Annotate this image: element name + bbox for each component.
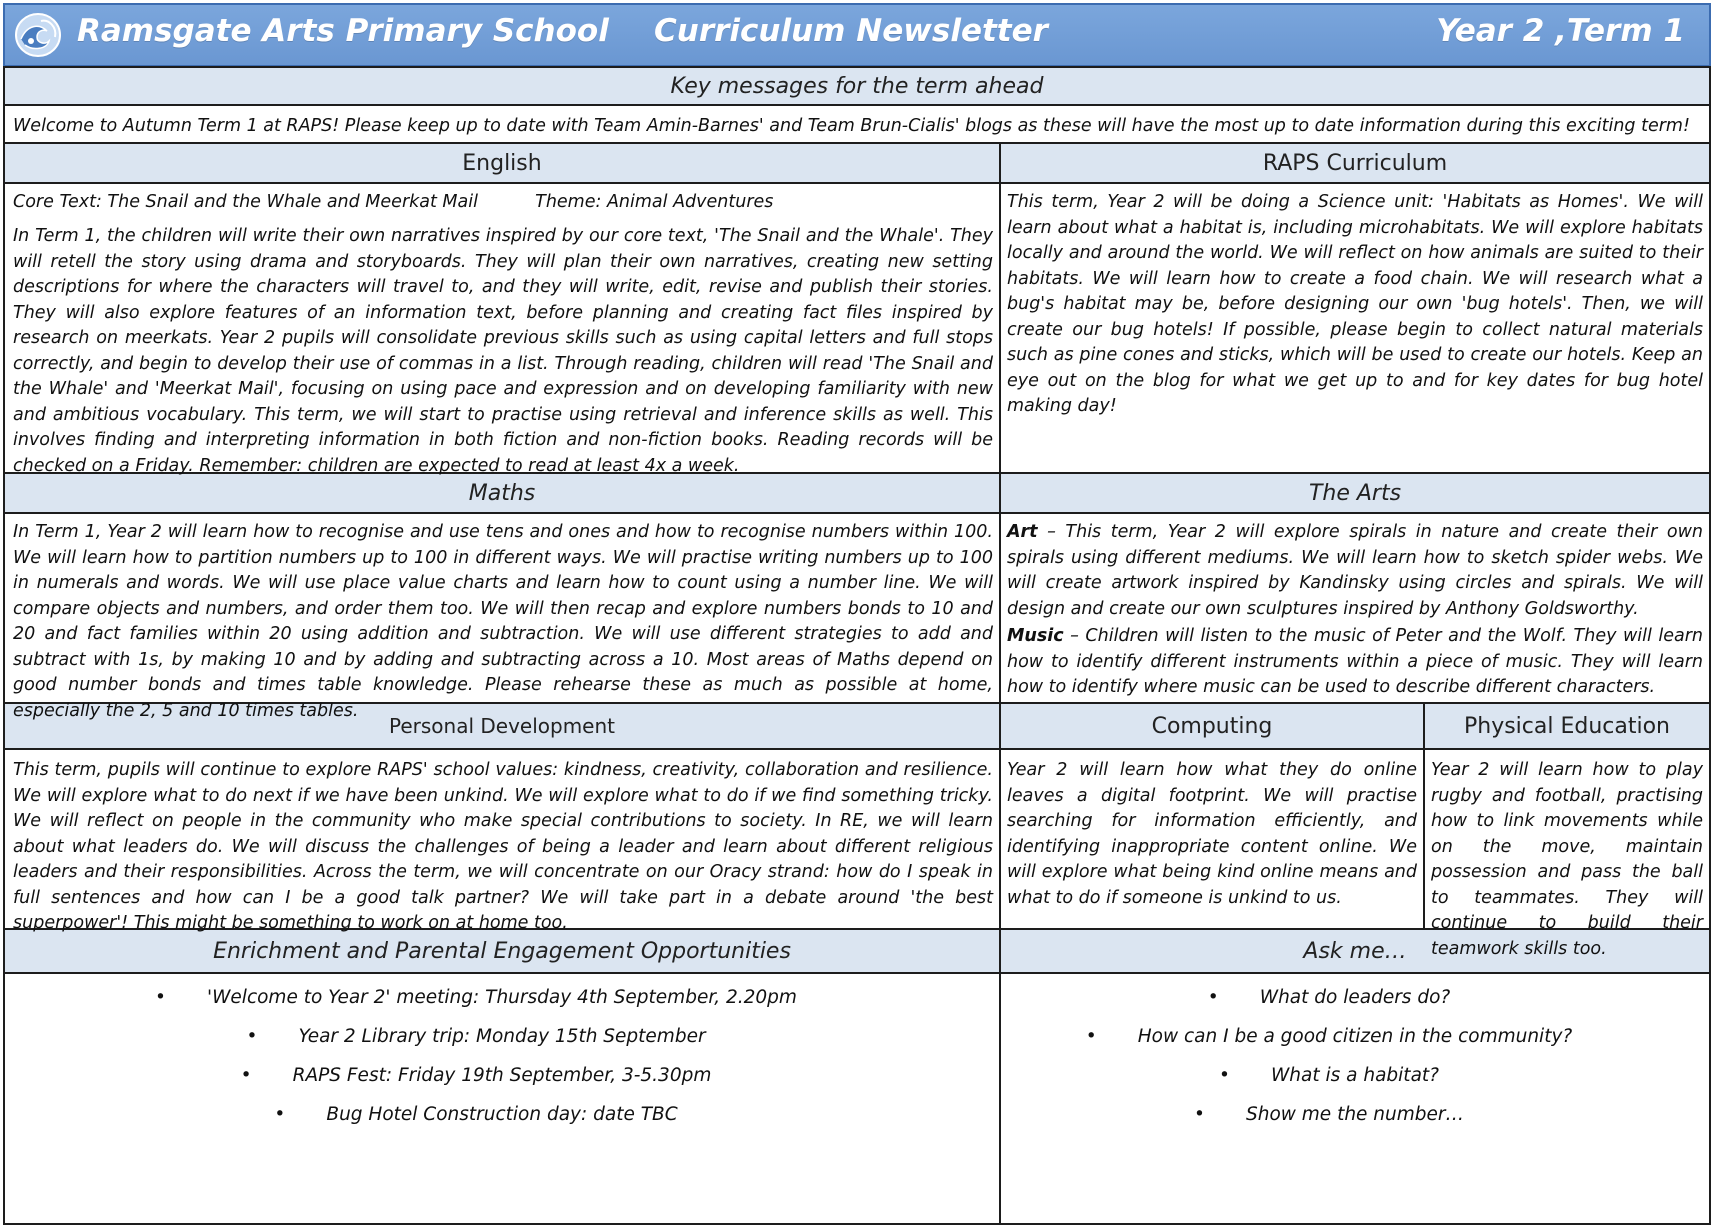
ask-me-heading: Ask me… [1001,930,1709,972]
art-body: – This term, Year 2 will explore spirals in nature and create their own spirals using different mediums. We will learn how to sketch spider webs. We will create artwork inspired by Kandinsky using circles and spirals. We will design and create our own sculptures inspired by Anthony Goldsworthy. [1007,522,1703,619]
english-heading: English [5,144,999,182]
music-paragraph [1007,624,1703,701]
term-label: Year 2 ,Term 1 [1436,13,1685,49]
list-item: • Year 2 Library trip: Monday 15th September [5,1017,999,1056]
personal-development-heading: Personal Development [5,704,999,748]
music-label: Music [1007,626,1064,646]
pe-heading: Physical Education [1425,704,1709,748]
maths-heading: Maths [5,474,999,512]
music-body: – Children will listen to the music of Peter and the Wolf. They will learn how to identify different instruments within a piece of music. They will learn how to identify where music can be used to describe different characters. [1007,626,1703,697]
column-divider [1423,702,1425,928]
rule [5,512,1709,514]
personal-development-body: This term, pupils will continue to explore RAPS' school values: kindness, creativity, collaboration and resilience. We will explore what to do next if we have been unkind. We will explore what to do if we find something tricky. We will reflect on people in the community who make special contributions to society. In RE, we will learn about what leaders do. We will discuss the challenges of being a leader and learn about different religious leaders and their responsibilities. Across the term, we will concentrate on our Oracy strand: how do I speak in full sentences and how can I be a good talk partner? We will take part in a debate around 'the best superpower'! This might be something to work on at home too. [13,760,993,933]
rule [5,142,1709,144]
computing-body: Year 2 will learn how what they do online leaves a digital footprint. We will practise searching for information efficiently, and identifying inappropriate content online. We will explore what being kind online means and what to do if someone is unkind to us. [1007,760,1417,908]
theme: Theme: Animal Adventures [535,192,774,212]
raps-curriculum-heading: RAPS Curriculum [1001,144,1709,182]
list-item: • 'Welcome to Year 2' meeting: Thursday 4th September, 2.20pm [5,978,999,1017]
ask-me-list [1001,978,1709,1134]
welcome-text: Welcome to Autumn Term 1 at RAPS! Please keep up to date with Team Amin-Barnes' and Team Brun-Cialis' blogs as these will have the most up to date information during this exciting term! [13,116,1690,136]
core-text: Core Text: The Snail and the Whale and Meerkat Mail [13,192,478,212]
newsletter-table [3,66,1711,1225]
rule [5,972,1709,974]
english-core-line [13,190,993,216]
school-name: Ramsgate Arts Primary School [77,13,609,49]
rule [5,104,1709,106]
maths-body: In Term 1, Year 2 will learn how to recognise and use tens and ones and how to recognise numbers within 100. We will learn how to partition numbers up to 100 in different ways. We will practise writing numbers up to 100 in numerals and words. We will use place value charts and learn how to count using a number line. We will compare objects and numbers, and order them too. We will then recap and explore numbers bonds to 10 and 20 and fact families within 20 using addition and subtraction. We will use different strategies to add and subtract with 1s, by making 10 and by adding and subtracting across a 10. Most areas of Maths depend on good number bonds and times table knowledge. Please rehearse these as much as possible at home, especially the 2, 5 and 10 times tables. [13,522,993,721]
raps-curriculum-body: This term, Year 2 will be doing a Science unit: 'Habitats as Homes'. We will learn about what a habitat is, including microhabitats. We will explore habitats locally and around the world. We will reflect on how animals are suited to their habitats. We will learn how to create a food chain. We will research what a bug's habitat may be, before designing our own 'bug hotels'. Then, we will create our bug hotels! If possible, please begin to collect natural materials such as pine cones and sticks, which will be used to create our hotels. Keep an eye out on the blog for what we get up to and for key dates for bug hotel making day! [1007,192,1703,416]
rule [5,748,1709,750]
art-label: Art [1007,522,1038,542]
pe-body: Year 2 will learn how to play rugby and football, practising how to link movements while on the move, maintain possession and pass the ball to teammates. They will continue to build their teamwork skills too. [1431,760,1703,959]
list-item: • What do leaders do? [1001,978,1709,1017]
school-logo-icon [13,11,63,59]
arts-heading: The Arts [1001,474,1709,512]
key-messages-heading: Key messages for the term ahead [5,68,1709,104]
art-paragraph [1007,520,1703,622]
enrichment-heading: Enrichment and Parental Engagement Opportunities [5,930,999,972]
rule [5,182,1709,184]
list-item: • RAPS Fest: Friday 19th September, 3-5.30pm [5,1056,999,1095]
list-item: • Bug Hotel Construction day: date TBC [5,1095,999,1134]
newsletter-title: Curriculum Newsletter [654,13,1048,49]
enrichment-list [5,978,999,1134]
list-item: • Show me the number… [1001,1095,1709,1134]
computing-heading: Computing [1001,704,1423,748]
newsletter-banner [3,3,1711,67]
list-item: • How can I be a good citizen in the community? [1001,1017,1709,1056]
english-body: In Term 1, the children will write their own narratives inspired by our core text, 'The Snail and the Whale'. They will retell the story using drama and storyboards. They will plan their own narratives, creating new setting descriptions for where the characters will travel to, and they will write, edit, revise and publish their stories. They will also explore features of an information text, before planning and creating fact files inspired by research on meerkats. Year 2 pupils will consolidate previous skills such as using capital letters and full stops correctly, and begin to develop their use of commas in a list. Through reading, children will read 'The Snail and the Whale' and 'Meerkat Mail', focusing on using pace and expression and on developing familiarity with new and ambitious vocabulary. This term, we will start to practise using retrieval and inference skills as well. This involves finding and interpreting information in both fiction and non-fiction books. Reading records will be checked on a Friday. Remember: children are expected to read at least 4x a week. [13,226,993,476]
list-item: • What is a habitat? [1001,1056,1709,1095]
